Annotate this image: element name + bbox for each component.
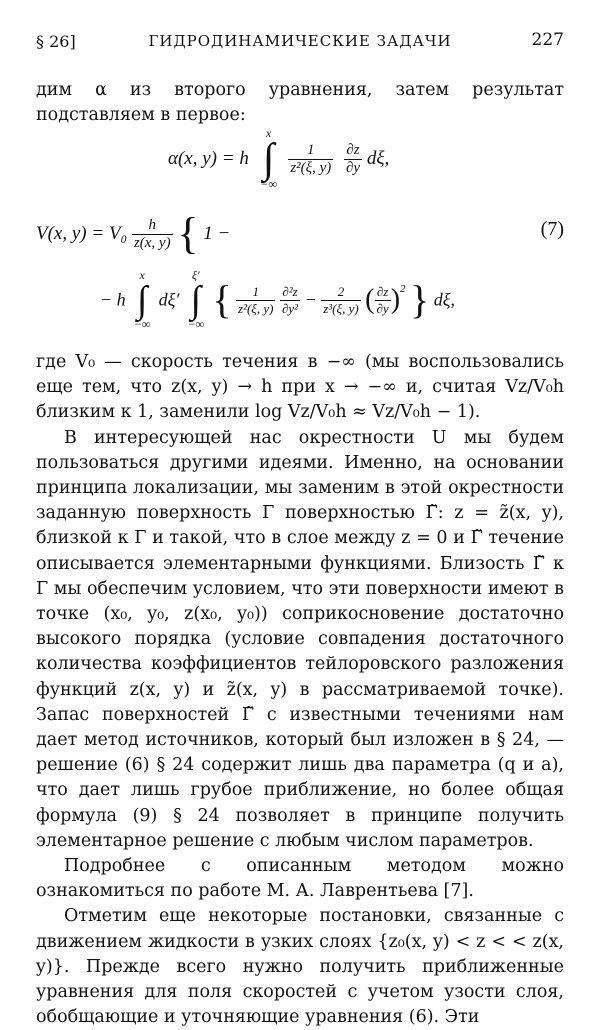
alpha-tail: dξ, [366, 148, 390, 169]
integral-lower-limit: −∞ [260, 177, 277, 191]
paragraph-4: Отметим еще некоторые постановки, связанные с движением жидкости в узких слоях {z₀(x, y) < z < < z(x, y)}. Прежде всего нужно получить приближенные уравнения для поля скоростей с учетом узости слоя, обобщающие и уточняющие уравнения (6). Эти [36, 906, 564, 1028]
equation-7-line1 [36, 209, 564, 258]
inner-right-brace: } [410, 277, 430, 322]
equation-7-line2: − h x ∫ −∞ dξ′ ξ′ ∫ −∞ { $\frac{1}{\text{z²(ξ, y)}}$ $\frac{\text{∂²z}}{\text{∂y²}}$ − $\frac{2}{\text{z³(ξ, y)}}$ ( $\frac{\partial z}{\partial y}$ )$^2$ } dξ, [100, 268, 455, 331]
alpha-lhs: α(x, y) = h [168, 148, 249, 169]
equation-alpha [168, 126, 564, 192]
paragraph-2: В интересующей нас окрестности U мы будем пользоваться другими идеями. Именно, на основании принципа локализации, мы заменим в этой окрестности заданную поверхность Γ поверхностью Γ̃: z = z̃(x, y), близкой к Γ и такой, что в слое между z = 0 и Γ̃ течение описывается элементарными функциями. Близость Γ̃ к Γ мы обеспечим условием, что эти поверхности имеют в точке (x₀, y₀, z(x₀, y₀)) соприкосновение достаточно высокого порядка (условие совпадения достаточного количества коэффициентов тейлоровского разложения функций z(x, y) и z̃(x, y) в рассматриваемой точке). Запас поверхностей Γ̃ с известными течениями нам дает метод источников, который был изложен в § 24, — решение (6) § 24 содержит лишь два параметра (q и a), что дает лишь грубое приближение, но более общая формула (9) § 24 позволяет в принципе получить элементарное решение с любым числом параметров. [36, 427, 564, 851]
fraction-f3: $\frac{2}{\text{z³(ξ, y)}}$ [323, 283, 359, 316]
inner-left-brace: { [212, 277, 232, 322]
integral-sign: x ∫ −∞ [258, 126, 280, 192]
fraction-dz-dy: $\frac{\partial z}{\partial y}$ [345, 141, 361, 176]
section-ref: § 26] [36, 32, 76, 51]
running-title: ГИДРОДИНАМИЧЕСКИЕ ЗАДАЧИ [148, 32, 452, 50]
body-text [36, 350, 564, 1030]
running-header [36, 28, 564, 54]
intro-paragraph: дим α из второго уравнения, затем результат подставляем в первое: [36, 80, 564, 126]
paragraph-1: где V₀ — скорость течения в −∞ (мы воспользовались еще тем, что z(x, y) → h при x → −∞ и, считая Vz/V₀h близким к 1, заменили log Vz/V₀h ≈ Vz/V₀h − 1). [36, 352, 564, 423]
integral-sign-2: ξ′ ∫ −∞ [187, 268, 205, 331]
v-lhs: V(x, y) = V₀ [36, 223, 128, 244]
left-brace: { [177, 209, 199, 258]
fraction-1: $\frac{1}{\text{z²(ξ, y)}}$ [290, 141, 332, 176]
minus-h: − h [100, 289, 126, 310]
integral-sign-1: x ∫ −∞ [133, 268, 151, 331]
paragraph-3: Подробнее с описанным методом можно ознакомиться по работе М. А. Лаврентьева [7]. [36, 856, 564, 902]
d-xi-prime: dξ′ [158, 289, 180, 310]
fraction-f2: $\frac{\text{∂²z}}{\text{∂y²}}$ [281, 283, 299, 316]
integral-upper-limit: x [265, 126, 272, 140]
equation-number: (7) [540, 218, 564, 240]
fraction-h-z: $\frac{h}{z(x, y)}$ [133, 216, 171, 251]
intro-text [36, 78, 564, 128]
page-number: 227 [531, 30, 564, 50]
v-tail: 1 − [203, 223, 231, 244]
fraction-f4: $\frac{\partial z}{\partial y}$ [376, 283, 389, 316]
fraction-f1: $\frac{1}{\text{z²(ξ, y)}}$ [238, 283, 274, 316]
